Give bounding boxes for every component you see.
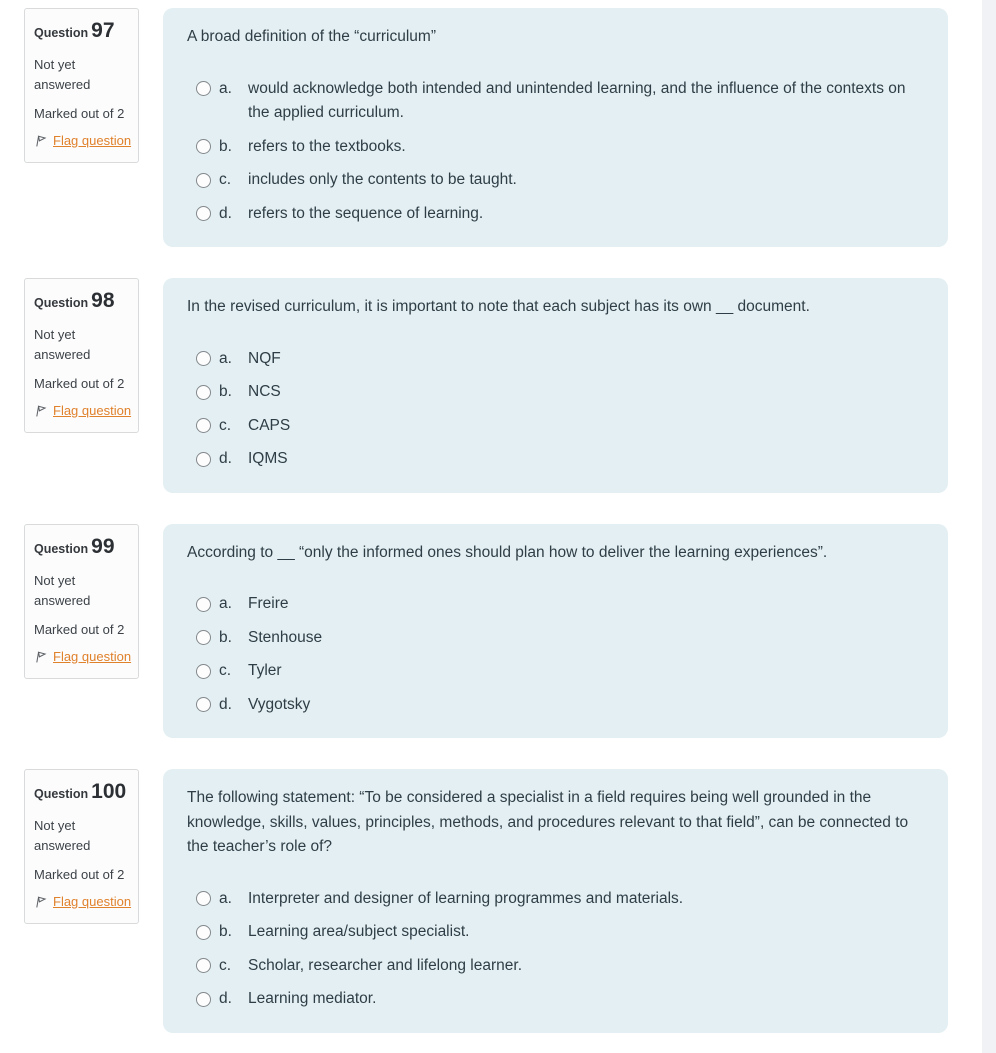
flag-icon [34, 404, 48, 418]
option-letter: c. [219, 416, 232, 434]
scrollbar-track[interactable] [982, 0, 996, 1053]
radio-button[interactable] [196, 597, 211, 612]
option-text: refers to the sequence of learning. [248, 204, 484, 222]
question-block-99 [24, 524, 948, 739]
option-letter: a. [219, 889, 232, 907]
option-letter: d. [219, 450, 232, 467]
flag-question-link[interactable]: Flag question [53, 894, 132, 909]
answer-option-c[interactable] [187, 659, 922, 684]
answer-options [187, 887, 922, 1012]
question-text: A broad definition of the “curriculum” [187, 28, 436, 45]
question-status: Not yet answered [34, 572, 91, 608]
question-text: In the revised curriculum, it is important to note that each subject has its own __ document. [187, 298, 810, 315]
radio-button[interactable] [196, 418, 211, 433]
radio-button[interactable] [196, 664, 211, 679]
question-status: Not yet answered [34, 57, 91, 92]
option-text: Interpreter and designer of learning programmes and materials. [248, 889, 684, 907]
question-status: Not yet answered [34, 818, 91, 853]
answer-option-c[interactable] [187, 954, 922, 979]
option-letter: b. [219, 137, 232, 155]
option-text: Learning area/subject specialist. [248, 923, 470, 940]
flag-question[interactable] [34, 892, 132, 912]
option-letter: b. [219, 923, 232, 940]
option-letter: a. [219, 349, 232, 367]
flag-icon [34, 895, 48, 909]
option-text: Freire [248, 595, 289, 612]
question-info-box [24, 524, 139, 679]
radio-button[interactable] [196, 697, 211, 712]
radio-button[interactable] [196, 630, 211, 645]
option-letter: c. [219, 171, 232, 188]
question-number: 98 [91, 289, 115, 312]
answer-option-a[interactable] [187, 77, 922, 126]
question-label: Question [34, 296, 89, 310]
radio-button[interactable] [196, 139, 211, 154]
option-letter: c. [219, 662, 232, 679]
question-content-panel [163, 278, 948, 493]
radio-button[interactable] [196, 925, 211, 940]
answer-option-d[interactable] [187, 202, 922, 227]
answer-option-a[interactable] [187, 347, 922, 372]
option-letter: d. [219, 695, 232, 713]
option-text: Tyler [248, 662, 282, 679]
question-info-box [24, 8, 139, 163]
radio-button[interactable] [196, 452, 211, 467]
question-text: According to __ “only the informed ones should plan how to deliver the learning experiences”. [187, 543, 828, 561]
option-text: Learning mediator. [248, 990, 377, 1007]
radio-button[interactable] [196, 173, 211, 188]
answer-option-d[interactable] [187, 447, 922, 472]
question-content-panel [163, 524, 948, 739]
question-marks: Marked out of 2 [34, 621, 125, 637]
flag-question[interactable] [34, 401, 132, 421]
option-text: includes only the contents to be taught. [248, 171, 517, 188]
option-letter: d. [219, 204, 232, 222]
question-header [34, 18, 129, 46]
option-letter: a. [219, 595, 232, 612]
radio-button[interactable] [196, 891, 211, 906]
question-number: 99 [91, 534, 115, 558]
flag-icon [34, 134, 48, 148]
question-header [34, 534, 129, 562]
option-text: IQMS [248, 450, 288, 467]
question-content-panel [163, 8, 948, 247]
flag-question[interactable] [34, 131, 132, 151]
question-block-97 [24, 8, 948, 247]
answer-option-b[interactable] [187, 135, 922, 160]
answer-option-b[interactable] [187, 380, 922, 405]
quiz-question-list [24, 8, 948, 1053]
answer-options [187, 77, 922, 227]
option-letter: c. [219, 956, 232, 974]
answer-options [187, 592, 922, 717]
question-status: Not yet answered [34, 327, 91, 362]
question-label: Question [34, 541, 89, 556]
question-number: 97 [91, 19, 115, 42]
question-marks: Marked out of 2 [34, 376, 125, 391]
option-text: Vygotsky [248, 695, 311, 713]
question-info-box [24, 769, 139, 924]
answer-option-a[interactable] [187, 592, 922, 617]
option-text: Stenhouse [248, 628, 323, 646]
option-text: Scholar, researcher and lifelong learner. [248, 956, 522, 974]
answer-option-d[interactable] [187, 693, 922, 718]
question-number: 100 [91, 780, 127, 803]
answer-option-d[interactable] [187, 987, 922, 1012]
question-content-panel [163, 769, 948, 1033]
question-marks: Marked out of 2 [34, 106, 125, 121]
radio-button[interactable] [196, 351, 211, 366]
radio-button[interactable] [196, 81, 211, 96]
question-header [34, 288, 129, 316]
option-text: refers to the textbooks. [248, 137, 406, 155]
question-label: Question [34, 787, 89, 801]
answer-options [187, 347, 922, 472]
option-letter: a. [219, 79, 232, 97]
radio-button[interactable] [196, 206, 211, 221]
answer-option-c[interactable] [187, 168, 922, 193]
answer-option-b[interactable] [187, 920, 922, 945]
question-label: Question [34, 26, 89, 40]
option-text: would acknowledge both intended and unintended learning, and the influence of the contexts on the applied curriculum. [248, 79, 906, 121]
flag-question-link[interactable]: Flag question [53, 133, 132, 148]
option-text: CAPS [248, 416, 291, 434]
option-text: NCS [248, 383, 281, 400]
flag-question-link[interactable]: Flag question [53, 403, 132, 418]
answer-option-c[interactable] [187, 414, 922, 439]
radio-button[interactable] [196, 958, 211, 973]
option-letter: b. [219, 628, 232, 646]
answer-option-b[interactable] [187, 626, 922, 651]
option-letter: d. [219, 990, 232, 1007]
option-letter: b. [219, 383, 232, 400]
question-header [34, 779, 129, 807]
question-text: The following statement: “To be considered a specialist in a field requires being well grounded in the knowledge, skills, values, principles, methods, and procedures relevant to that field”, can be connected to the teacher’s role of? [187, 789, 909, 855]
question-block-98 [24, 278, 948, 493]
option-text: NQF [248, 349, 281, 367]
question-block-100 [24, 769, 948, 1033]
flag-question-link[interactable]: Flag question [53, 648, 132, 664]
question-marks: Marked out of 2 [34, 867, 125, 882]
answer-option-a[interactable] [187, 887, 922, 912]
radio-button[interactable] [196, 992, 211, 1007]
question-info-box [24, 278, 139, 433]
flag-icon [34, 650, 48, 664]
flag-question[interactable] [34, 647, 132, 667]
radio-button[interactable] [196, 385, 211, 400]
